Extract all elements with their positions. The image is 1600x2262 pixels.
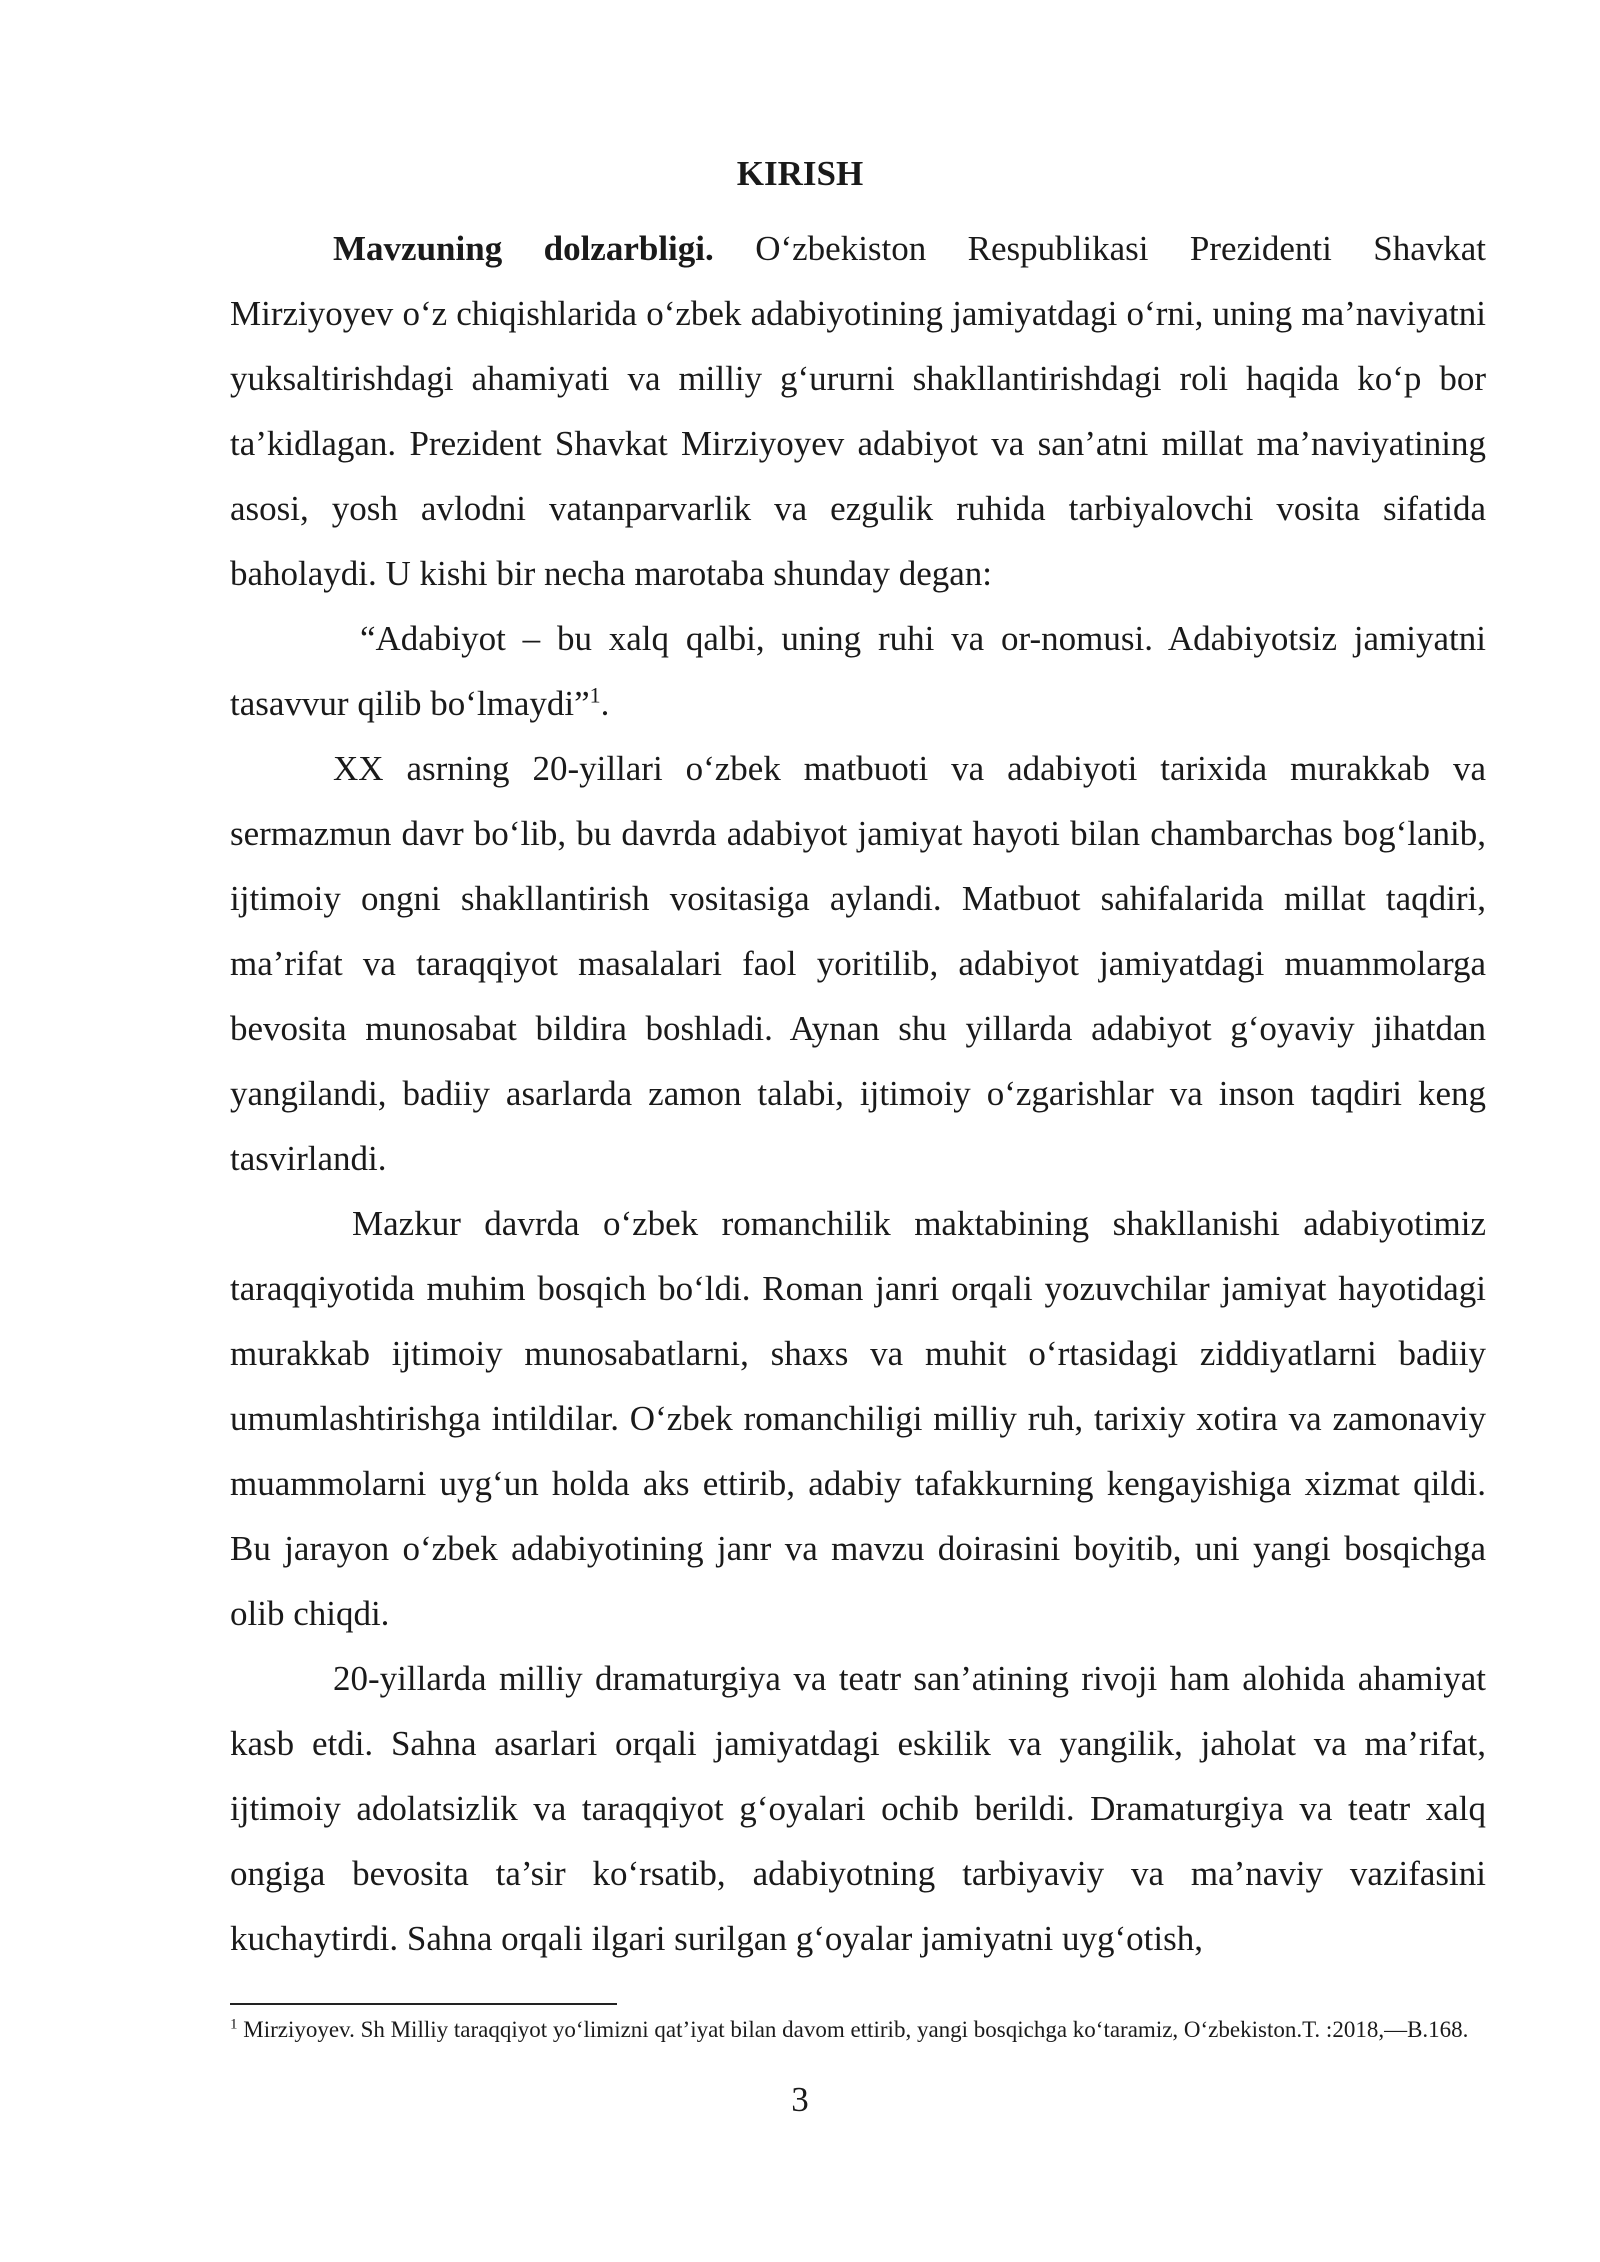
paragraph-text: O‘zbekiston Respublikasi Prezidenti Shavkat Mirziyoyev o‘z chiqishlarida o‘zbek adabiyotining jamiyatdagi o‘rni, uning ma’naviyatni yuksaltirishdagi ahamiyati va milliy g‘ururni shakllantirishdagi roli haqida ko‘p bor ta’kidlagan. Prezident Shavkat Mirziyoyev adabiyot va san’atni millat ma’naviyatining asosi, yosh avlodni vatanparvarlik va ezgulik ruhida tarbiyalovchi vosita sifatida baholaydi. U kishi bir necha marotaba shunday degan: bbox=[230, 229, 1486, 593]
quote-end: . bbox=[600, 684, 610, 723]
footnote-reference: 1 bbox=[589, 682, 601, 708]
footnote bbox=[230, 2015, 1486, 2045]
section-heading: KIRISH bbox=[736, 154, 864, 193]
quote-text: “Adabiyot – bu xalq qalbi, uning ruhi va or-nomusi. Adabiyotsiz jamiyatni tasavvur qilib bo‘lmaydi” bbox=[230, 619, 1486, 723]
page-number: 3 bbox=[791, 2080, 809, 2119]
paragraph-lead: Mavzuning dolzarbligi. bbox=[333, 229, 714, 268]
main-text bbox=[230, 216, 1486, 1971]
paragraph-novel-school: Mazkur davrda o‘zbek romanchilik maktabining shakllanishi adabiyotimiz taraqqiyotida muhim bosqich bo‘ldi. Roman janri orqali yozuvchilar jamiyat hayotidagi murakkab ijtimoiy munosabatlarni, shaxs va muhit o‘rtasidagi ziddiyatlarni badiiy umumlashtirishga intildilar. O‘zbek romanchiligi milliy ruh, tarixiy xotira va zamonaviy muammolarni uyg‘un holda aks ettirib, adabiy tafakkurning kengayishiga xizmat qildi. Bu jarayon o‘zbek adabiyotining janr va mavzu doirasini boyitib, uni yangi bosqichga olib chiqdi. bbox=[230, 1204, 1486, 1633]
footnote-separator bbox=[230, 2003, 617, 2005]
footnote-mark: 1 bbox=[230, 2016, 238, 2033]
paragraph-drama-theatre: 20-yillarda milliy dramaturgiya va teatr san’atining rivoji ham alohida ahamiyat kasb etdi. Sahna asarlari orqali jamiyatdagi eskilik va yangilik, jaholat va ma’rifat, ijtimoiy adolatsizlik va taraqqiyot g‘oyalari ochib berildi. Dramaturgiya va teatr xalq ongiga bevosita ta’sir ko‘rsatib, adabiyotning tarbiyaviy va ma’naviy vazifasini kuchaytirdi. Sahna orqali ilgari surilgan g‘oyalar jamiyatni uyg‘otish, bbox=[230, 1659, 1486, 1958]
paragraph-relevance bbox=[230, 216, 1486, 606]
quote-paragraph bbox=[230, 606, 1486, 736]
footnote-text: Mirziyoyev. Sh Milliy taraqqiyot yo‘limizni qat’iyat bilan davom ettirib, yangi bosqichga ko‘taramiz, O‘zbekiston.T. :2018,—B.168. bbox=[237, 2017, 1469, 2042]
paragraph-20s-press: XX asrning 20-yillari o‘zbek matbuoti va adabiyoti tarixida murakkab va sermazmun davr bo‘lib, bu davrda adabiyot jamiyat hayoti bilan chambarchas bog‘lanib, ijtimoiy ongni shakllantirish vositasiga aylandi. Matbuot sahifalarida millat taqdiri, ma’rifat va taraqqiyot masalalari faol yoritilib, adabiyot jamiyatdagi muammolarga bevosita munosabat bildira boshladi. Aynan shu yillarda adabiyot g‘oyaviy jihatdan yangilandi, badiiy asarlarda zamon talabi, ijtimoiy o‘zgarishlar va inson taqdiri keng tasvirlandi. bbox=[230, 749, 1486, 1178]
